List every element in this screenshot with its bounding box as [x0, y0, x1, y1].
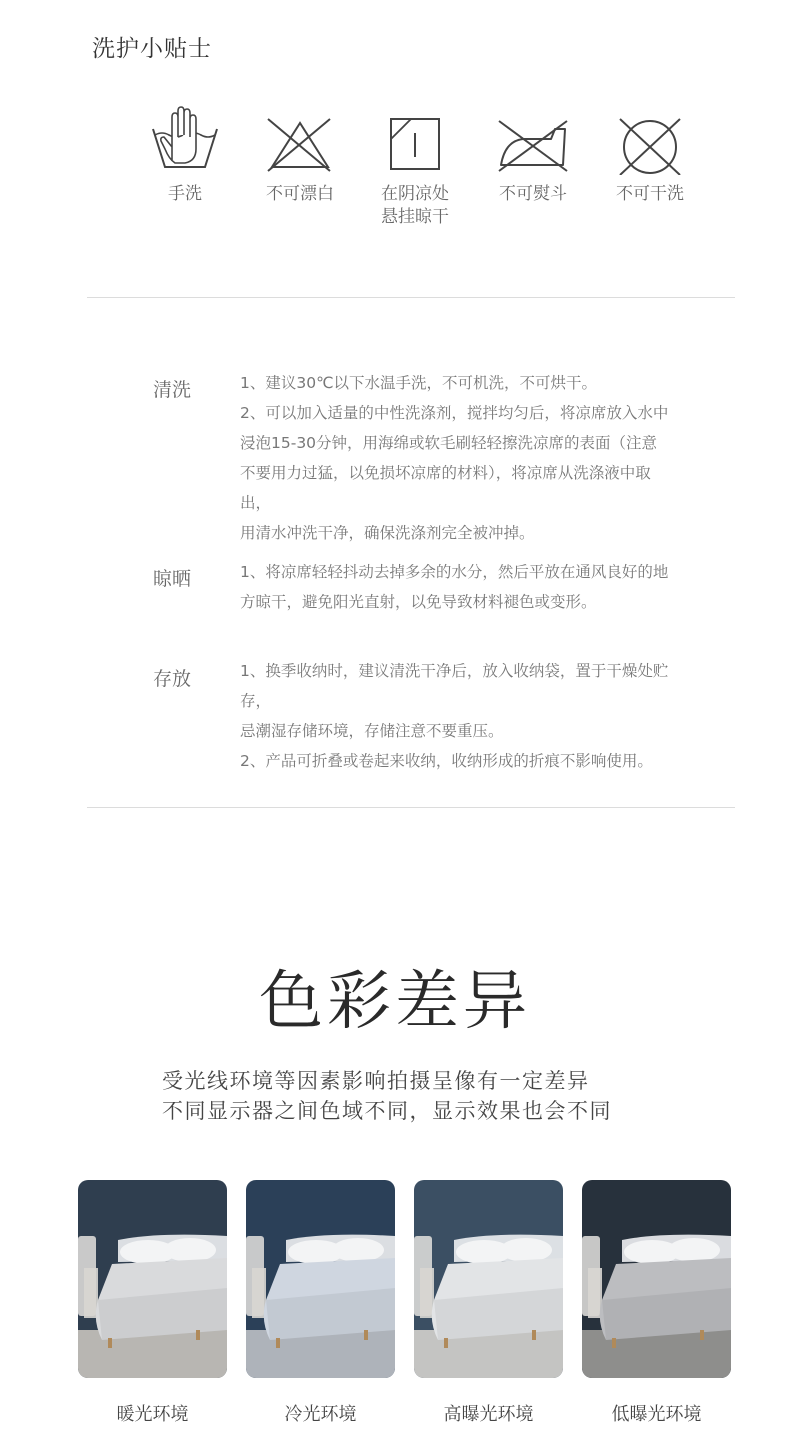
bedroom-photo — [78, 1180, 227, 1378]
no-dry-clean-icon — [610, 105, 690, 175]
text-line: 不要用力过猛，以免损坏凉席的材料），将凉席从洗涤液中取出， — [240, 464, 651, 512]
no-iron-icon — [493, 105, 573, 175]
text-line: 1、将凉席轻轻抖动去掉多余的水分，然后平放在通风良好的地 — [240, 563, 669, 581]
care-symbol-no-dry-clean — [600, 105, 700, 206]
text-line: 忌潮湿存储环境，存储注意不要重压。 — [240, 722, 504, 740]
photo-caption: 暖光环境 — [116, 1404, 189, 1425]
care-symbols-row — [140, 105, 720, 245]
care-symbol-label: 手洗 — [168, 184, 202, 204]
care-symbol-label: 在阴凉处 悬挂晾干 — [381, 184, 449, 227]
subtitle-line: 不同显示器之间色域不同，显示效果也会不同 — [162, 1099, 612, 1123]
text-line: 方晾干，避免阳光直射，以免导致材料褪色或变形。 — [240, 593, 597, 611]
line-dry-shade-icon — [375, 105, 455, 175]
divider — [87, 297, 735, 298]
care-symbol-label: 不可漂白 — [266, 184, 334, 204]
care-symbol-no-iron — [483, 105, 583, 206]
color-diff-subtitle — [162, 1066, 612, 1126]
text-line: 用清水冲洗干净，确保洗涤剂完全被冲掉。 — [240, 524, 535, 542]
section-title-dry: 晾晒 — [153, 568, 192, 590]
text-line: 1、换季收纳时，建议清洗干净后，放入收纳袋，置于干燥处贮存， — [240, 662, 669, 710]
color-diff-title: 色彩差异 — [259, 965, 531, 1039]
photo-caption: 低曝光环境 — [611, 1404, 702, 1425]
no-bleach-icon — [260, 105, 340, 175]
section-title-wash: 清洗 — [153, 379, 192, 401]
care-symbol-hand-wash — [135, 105, 235, 206]
section-body-dry — [240, 557, 680, 617]
hand-wash-icon — [145, 105, 225, 175]
care-symbol-label: 不可干洗 — [616, 184, 684, 204]
section-body-wash — [240, 368, 680, 548]
text-line: 2、可以加入适量的中性洗涤剂，搅拌均匀后，将凉席放入水中 — [240, 404, 669, 422]
care-symbol-no-bleach — [250, 105, 350, 206]
section-title-store: 存放 — [153, 668, 192, 690]
divider — [87, 807, 735, 808]
bedroom-photo — [414, 1180, 563, 1378]
care-symbol-line-dry-shade — [365, 105, 465, 229]
text-line: 浸泡15-30分钟，用海绵或软毛刷轻轻擦洗凉席的表面（注意 — [240, 434, 658, 452]
care-tips-title: 洗护小贴士 — [92, 36, 212, 62]
photo-caption: 冷光环境 — [284, 1404, 357, 1425]
text-line: 1、建议30℃以下水温手洗，不可机洗，不可烘干。 — [240, 374, 597, 392]
photo-caption: 高曝光环境 — [443, 1404, 534, 1425]
bedroom-photo — [246, 1180, 395, 1378]
bedroom-photo — [582, 1180, 731, 1378]
care-symbol-label: 不可熨斗 — [499, 184, 567, 204]
text-line: 2、产品可折叠或卷起来收纳，收纳形成的折痕不影响使用。 — [240, 752, 653, 770]
subtitle-line: 受光线环境等因素影响拍摄呈像有一定差异 — [162, 1069, 590, 1093]
section-body-store — [240, 656, 680, 776]
